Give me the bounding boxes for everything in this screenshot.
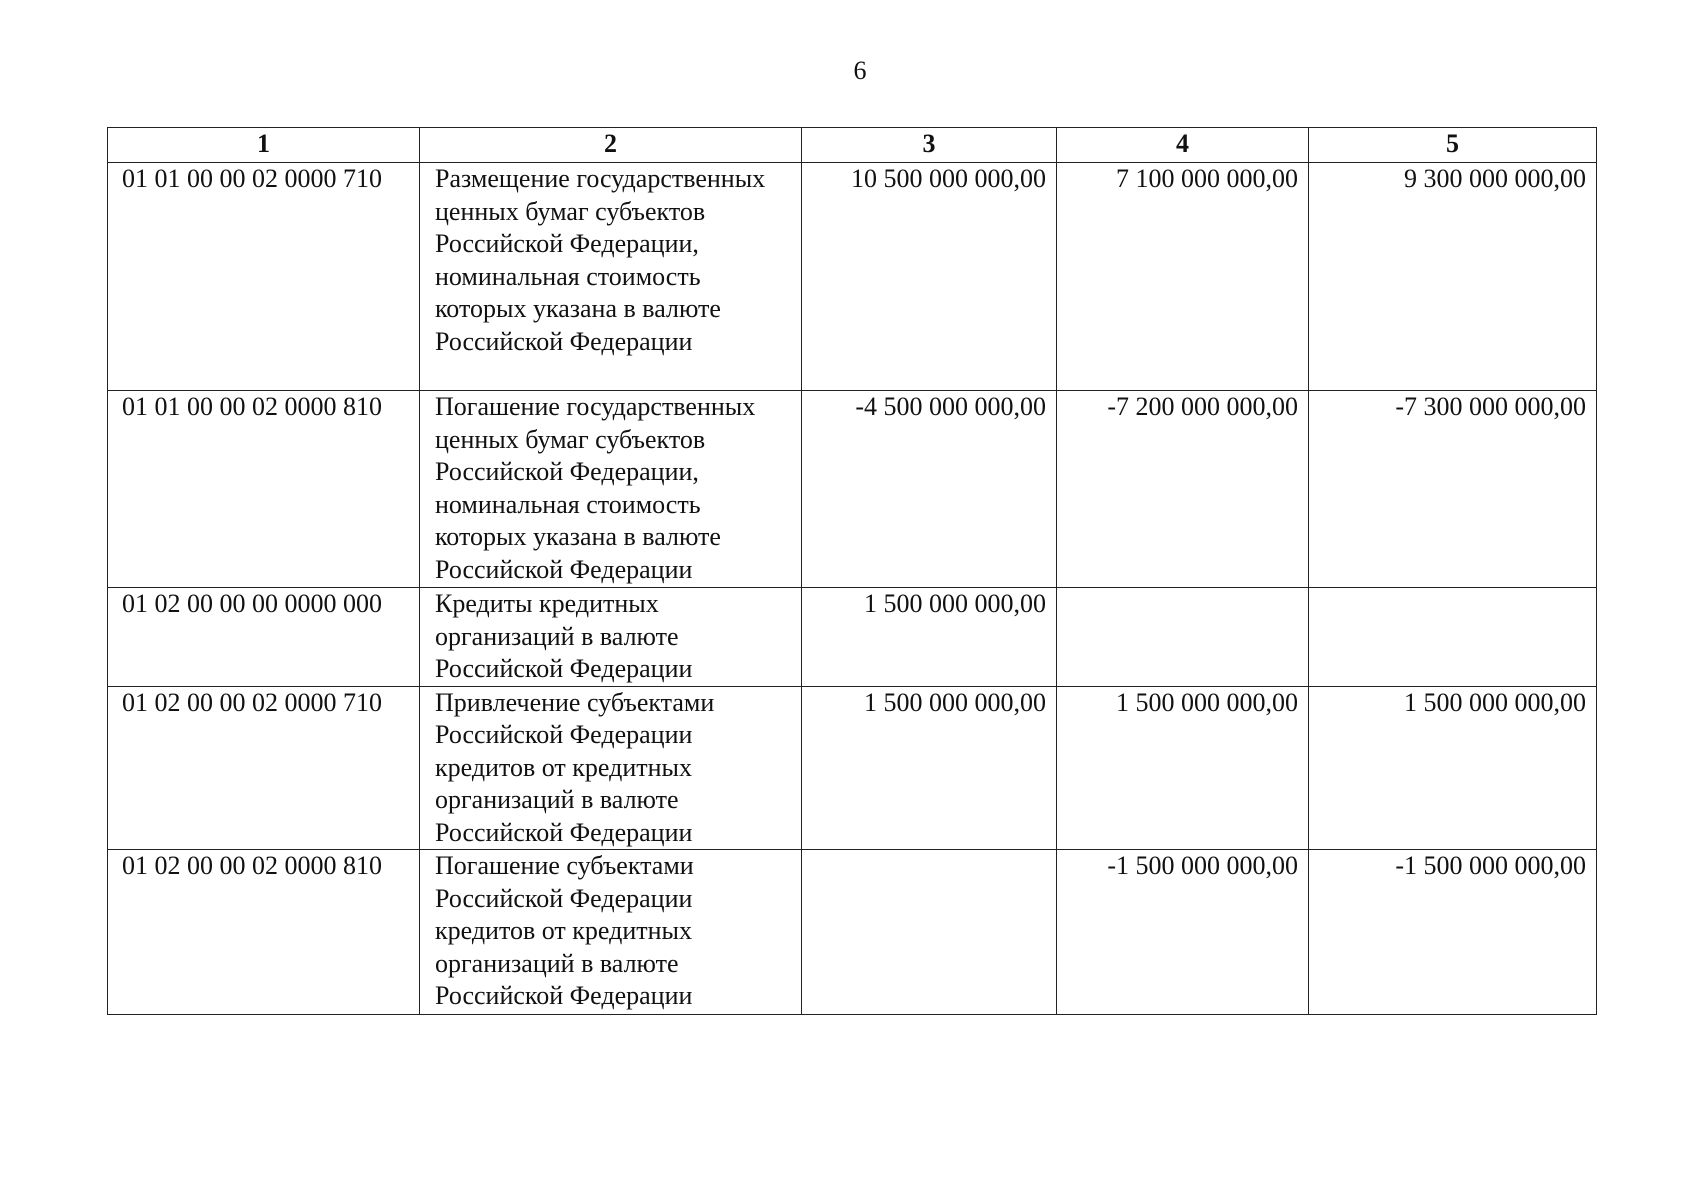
budget-table bbox=[107, 127, 1597, 1015]
amount-col3: 1 500 000 000,00 bbox=[802, 588, 1057, 687]
column-header-3: 3 bbox=[802, 128, 1057, 163]
amount-col4: -1 500 000 000,00 bbox=[1057, 850, 1309, 1015]
table-row bbox=[108, 588, 1597, 687]
classification-code: 01 01 00 00 02 0000 810 bbox=[108, 391, 420, 588]
amount-col5: 9 300 000 000,00 bbox=[1309, 163, 1597, 391]
item-name: Размещение государственных ценных бумаг субъектов Российской Федерации, номинальная стоимость которых указана в валюте Российской Федерации bbox=[420, 163, 802, 391]
item-name: Погашение субъектами Российской Федерации кредитов от кредитных организаций в валюте Российской Федерации bbox=[420, 850, 802, 1015]
amount-col3: -4 500 000 000,00 bbox=[802, 391, 1057, 588]
amount-col5: -1 500 000 000,00 bbox=[1309, 850, 1597, 1015]
table-row bbox=[108, 391, 1597, 588]
amount-col5: -7 300 000 000,00 bbox=[1309, 391, 1597, 588]
table-row bbox=[108, 850, 1597, 1015]
amount-col4: -7 200 000 000,00 bbox=[1057, 391, 1309, 588]
table-header-row bbox=[108, 128, 1597, 163]
column-header-2: 2 bbox=[420, 128, 802, 163]
classification-code: 01 02 00 00 02 0000 710 bbox=[108, 686, 420, 850]
classification-code: 01 01 00 00 02 0000 710 bbox=[108, 163, 420, 391]
table-row bbox=[108, 163, 1597, 391]
amount-col4: 1 500 000 000,00 bbox=[1057, 686, 1309, 850]
amount-col3: 1 500 000 000,00 bbox=[802, 686, 1057, 850]
classification-code: 01 02 00 00 02 0000 810 bbox=[108, 850, 420, 1015]
amount-col4 bbox=[1057, 588, 1309, 687]
column-header-5: 5 bbox=[1309, 128, 1597, 163]
amount-col3: 10 500 000 000,00 bbox=[802, 163, 1057, 391]
item-name: Погашение государственных ценных бумаг субъектов Российской Федерации, номинальная стоимость которых указана в валюте Российской Федерации bbox=[420, 391, 802, 588]
page-number: 6 bbox=[853, 56, 867, 85]
amount-col3 bbox=[802, 850, 1057, 1015]
amount-col4: 7 100 000 000,00 bbox=[1057, 163, 1309, 391]
item-name: Кредиты кредитных организаций в валюте Российской Федерации bbox=[420, 588, 802, 687]
column-header-1: 1 bbox=[108, 128, 420, 163]
amount-col5: 1 500 000 000,00 bbox=[1309, 686, 1597, 850]
table-row bbox=[108, 686, 1597, 850]
column-header-4: 4 bbox=[1057, 128, 1309, 163]
item-name: Привлечение субъектами Российской Федерации кредитов от кредитных организаций в валюте Российской Федерации bbox=[420, 686, 802, 850]
classification-code: 01 02 00 00 00 0000 000 bbox=[108, 588, 420, 687]
amount-col5 bbox=[1309, 588, 1597, 687]
